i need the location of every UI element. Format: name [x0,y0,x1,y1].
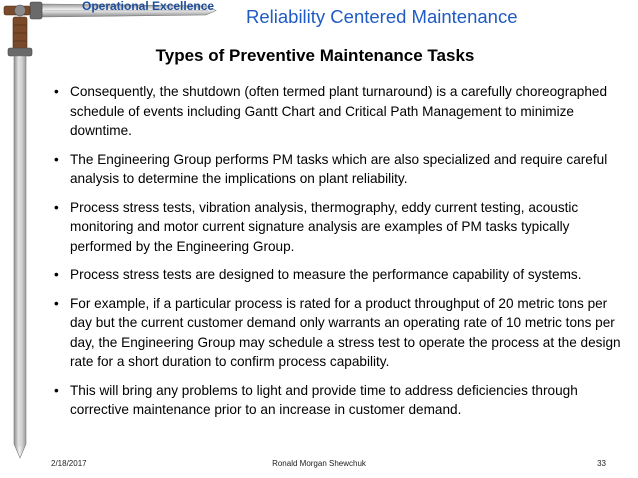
bullet-text: Process stress tests are designed to measure the performance capability of systems. [70,267,582,282]
bullet-item [51,381,621,420]
bullet-list [51,82,621,429]
bullet-text: The Engineering Group performs PM tasks which are also specialized and require careful analysis to determine the implications on plant reliability. [70,151,608,186]
page-number: 33 [597,459,606,468]
bullet-text: For example, if a particular process is rated for a product throughput of 20 metric tons per day but the current customer demand only warrants an operating rate of 10 metric tons per day, the Engineering Group may schedule a stress test to operate the process at the design rate for a short duration to confirm process capability. [70,295,621,369]
footer-author: Ronald Morgan Shewchuk [272,459,366,468]
bullet-item [51,265,621,285]
bullet-text: Process stress tests, vibration analysis, thermography, eddy current testing, acoustic monitoring and motor current signature analysis are examples of PM tasks typically performed by the Engineering Group. [70,199,579,254]
bullet-item [51,150,621,189]
brand-label: Operational Excellence [82,0,215,13]
bullet-text: Consequently, the shutdown (often termed plant turnaround) is a carefully choreographed schedule of events including Gantt Chart and Critical Path Management to minimize downtime. [70,84,608,138]
slide-title: Types of Preventive Maintenance Tasks [155,46,475,65]
bullet-text: This will bring any problems to light and provide time to address deficiencies through corrective maintenance prior to an increase in customer demand. [70,382,578,417]
bullet-icon: • [54,382,59,398]
bullet-icon: • [54,151,59,167]
bullet-icon: • [54,84,59,99]
bullet-item [51,198,621,257]
header-title: Reliability Centered Maintenance [246,6,518,27]
bullet-item [51,82,621,141]
bullet-icon: • [54,295,59,311]
bullet-icon: • [54,199,59,215]
bullet-item [51,294,621,372]
bullet-icon: • [54,267,59,282]
footer-date: 2/18/2017 [51,459,87,468]
